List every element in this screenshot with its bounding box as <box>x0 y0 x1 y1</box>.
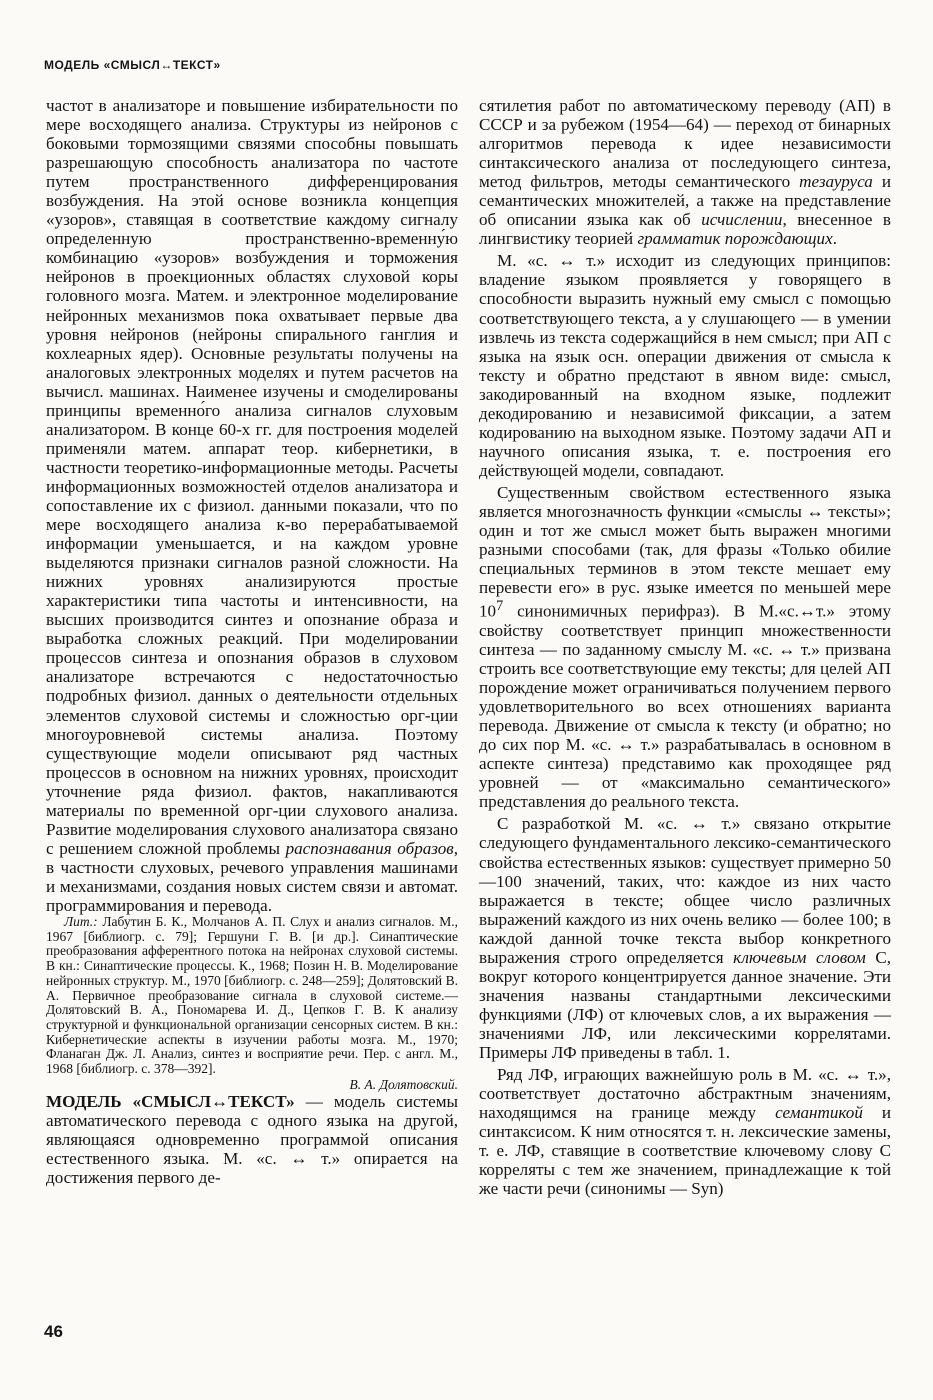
left-paragraph-1: частот в анализаторе и повышение избирательности по мере восходящего анализа. Структуры из нейронов с боковыми тормозящими связями способны повышать разрешающую способность анализатора по частоте путем пространственного дифференцирования возбуждения. На этой основе возникла концепция «узоров», ставящая в соответствие каждому сигналу определенную пространственно-временну́ю комбинацию «узоров» возбуждения и торможения нейронов в проекционных областях слуховой коры головного мозга. Матем. и электронное моделирование нейронных механизмов пока охватывает первые два уровня нейронов (нейроны спирального ганглия и кохлеарных ядер). Основные результаты получены на аналоговых электронных моделях и путем расчетов на вычисл. машинах. Наименее изучены и смоделированы принципы временно́го анализа сигналов слуховым анализатором. В конце 60-х гг. для построения моделей применяли матем. аппарат теор. кибернетики, в частности теоретико-информационные методы. Расчеты информационных возможностей отделов анализатора и сопоставление их с физиол. данными показали, что по мере восходящего анализа к-во перерабатываемой информации уменьшается, и на каждом уровне выделяются признаки сигналов разной сложности. На нижних уровнях анализируются простые характеристики типа частоты и интенсивности, на высших производится синтез и опознание образа и выработка сложных реакций. При моделировании процессов синтеза и опознания образов в слуховом анализаторе встречаются с недостаточностью подробных физиол. данных о деятельности отдельных элементов слуховой системы и сложностью орг-ции многоуровневой системы анализа. Поэтому существующие модели описывают ряд частных процессов в основном на нижних уровнях, происходит уточнение ряда физиол. фактов, накапливаются материалы по временной орг-ции слухового анализа. Развитие моделирования слухового анализатора связано с решением сложной проблемы распознавания образов, в частности слуховых, речевого управления машинами и механизмами, создания новых систем связи и автомат. программирования и перевода. <box>46 96 458 915</box>
right-paragraph-1: сятилетия работ по автоматическому переводу (АП) в СССР и за рубежом (1954—64) — переход от бинарных алгоритмов перевода к идее независимости синтаксического анализа от последующего синтеза, метод фильтров, методы семантического тезауруса и семантических множителей, а также на представление об описании языка как об исчислении, внесенное в лингвистику теорией грамматик порождающих. <box>479 96 891 249</box>
right-paragraph-2: М. «с. ↔ т.» исходит из следующих принципов: владение языком проявляется у говорящего в способности выразить нужный ему смысл с помощью соответствующего текста, а у слушающего — в умении извлечь из текста содержащийся в нем смысл; при АП с языка на язык осн. операции движения от смысла к тексту и обратно предстают в явном виде: смысл, закодированный на входном языке, подлежит декодированию и независимой фиксации, а затем кодированию на выходном языке. Поэтому задачи АП и научного описания языка, т. е. построения его действующей модели, совпадают. <box>479 251 891 480</box>
right-paragraph-4: С разработкой М. «с. ↔ т.» связано открытие следующего фундаментального лексико-семантического свойства естественных языков: существует примерно 50—100 значений, таких, что: каждое из них часто выражается в тексте; общее число различных выражений каждого из них очень велико — более 100; в каждой данной точке текста выбор конкретного выражения строго определяется ключевым словом С, вокруг которого концентрируется данное значение. Эти значения названы стандартными лексическими функциями (ЛФ) от ключевых слов, а их выражения — значениями ЛФ, или лексическими коррелятами. Примеры ЛФ приведены в табл. 1. <box>479 814 892 1062</box>
author-signature: В. А. Долятовский. <box>349 1076 458 1092</box>
right-column <box>479 96 891 1198</box>
entry-start: МОДЕЛЬ «СМЫСЛ↔ТЕКСТ» — модель системы автоматического перевода с одного языка на другой, являющаяся одновременно программой описания естественного языка. М. «с. ↔ т.» опирается на достижения первого де- <box>46 1091 458 1187</box>
term-pattern-recognition: распознавания образов <box>285 838 454 858</box>
page-number: 46 <box>44 1322 63 1341</box>
bibliography: Лит.: Лабутин Б. К., Молчанов А. П. Слух и анализ сигналов. М., 1967 [библиогр. с. 79]; Гершуни Г. В. [и др.]. Синаптические преобразования афферентного потока на нейронах слуховой системы. В кн.: Синаптические процессы. К., 1968; Позин Н. В. Моделирование нейронных структур. М., 1970 [библиогр. с. 248—259]; Долятовский В. А. Первичное преобразование сигнала в слуховой системе.— Долятовский В. А., Пономарева И. Д., Цепков Г. В. К анализу структурной и функциональной организации сенсорных систем. В кн.: Кибернетические аспекты в изучении работы мозга. М., 1970; Фланаган Дж. Л. Анализ, синтез и восприятие речи. Пер. с англ. М., 1968 [библиогр. с. 378—392]. <box>46 914 458 1077</box>
right-paragraph-5: Ряд ЛФ, играющих важнейшую роль в М. «с. ↔ т.», соответствует достаточно абстрактным значениям, находящимся на границе между семантикой и синтаксисом. К ним относятся т. н. лексические замены, т. е. ЛФ, ставящие в соответствие ключевому слову С корреляты с тем же значением, принадлежащие к той же части речи (синонимы — Syn) <box>479 1065 891 1199</box>
right-paragraph-3: Существенным свойством естественного языка является многозначность функции «смыслы ↔ тексты»; один и тот же смысл может быть выражен многими разными способами (так, для фразы «Только обилие специальных терминов в этом тексте мешает ему перевести его» в рус. языке имеется по меньшей мере $10^7$ синонимичных перифраз). В М.«с.↔т.» этому свойству соответствует принцип множественности синтеза — по заданному смыслу М. «с. ↔ т.» призвана строить все соответствующие ему тексты; для целей АП порождение может ограничиваться получением первого удовлетворительного во всех отношениях варианта перевода. Движение от смысла к тексту (и обратно; но до сих пор М. «с. ↔ т.» разрабатывалась в основном в аспекте синтеза) представимо как проходящее ряд уровней — от «максимально семантического» представления до реального текста. <box>479 482 891 812</box>
entry-title: МОДЕЛЬ «СМЫСЛ↔ТЕКСТ» <box>46 1091 295 1111</box>
running-head: МОДЕЛЬ «СМЫСЛ↔ТЕКСТ» <box>44 58 221 72</box>
left-column <box>46 96 458 1187</box>
